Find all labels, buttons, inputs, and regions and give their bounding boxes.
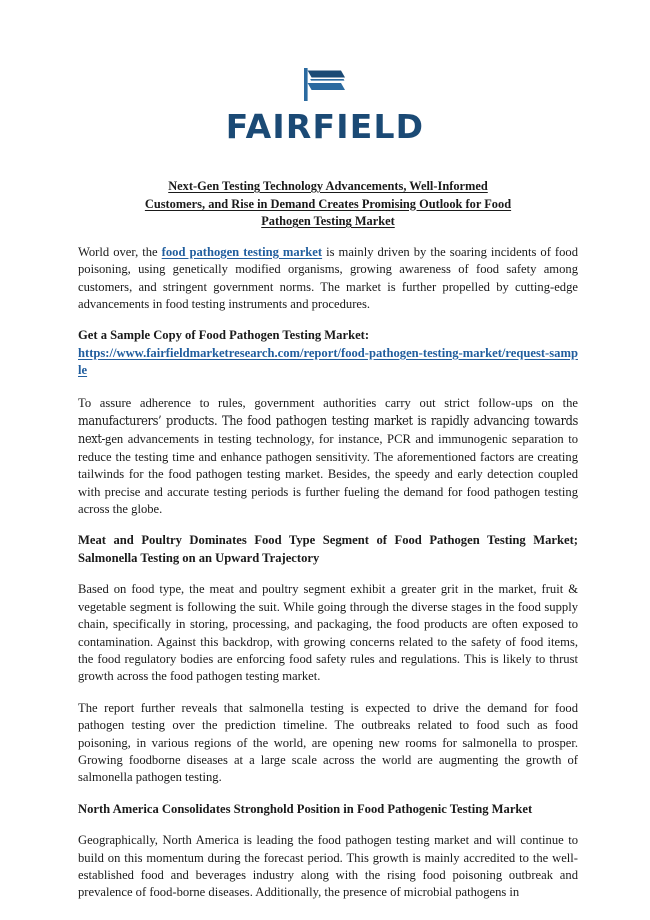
sample-copy-label: Get a Sample Copy of Food Pathogen Testing Market: (78, 328, 370, 343)
request-sample-link[interactable]: https://www.fairfieldmarketresearch.com/report/food-pathogen-testing-market/request-sample (78, 345, 578, 378)
intro-text-after-link: is mainly driven by the soaring incidents of food poisoning, using genetically modified organisms, growing awareness of food safety among customers, and stringent government norms. The market is further propelled by cutting-edge advancements in food testing instruments and procedures. (78, 244, 578, 311)
food-pathogen-testing-market-link[interactable]: food pathogen testing market (161, 244, 323, 259)
sample-copy-url-wrapper (78, 345, 578, 380)
regulation-paragraph (78, 395, 578, 519)
regulation-text-start: To assure adherence to rules, government authorities carry out strict follow-ups on the (78, 395, 578, 410)
north-america-paragraph: Geographically, North America is leading the food pathogen testing market and will continue to build on this momentum during the forecast period. This growth is mainly accredited to the well-established food and beverages industry along with the rising food poisoning outbreak and prevalence of food-borne diseases. Additionally, the presence of microbial pathogens in (78, 833, 578, 900)
brand-header (0, 0, 650, 146)
heading-meat-poultry: Meat and Poultry Dominates Food Type Segment of Food Pathogen Testing Market; Salmonella Testing on an Upward Trajectory (78, 533, 578, 565)
brand-wordmark: FAIRFIELD (225, 107, 425, 146)
heading-north-america: North America Consolidates Stronghold Position in Food Pathogenic Testing Market (78, 801, 533, 816)
intro-paragraph (78, 244, 578, 314)
document-content (78, 178, 578, 902)
food-type-paragraph: Based on food type, the meat and poultry segment exhibit a greater grit in the market, fruit & vegetable segment is following the suit. While going through the diverse stages in the food supply chain, specifically in storing, processing, and packaging, the food products are often exposed to contamination. Against this backdrop, with growing concerns related to the safety of food items, the food regulatory bodies are enforcing food safety rules and regulations. This is likely to thrust growth across the food pathogen testing market. (78, 582, 578, 684)
page-title-line-1: Next-Gen Testing Technology Advancements, Well-Informed (168, 179, 488, 193)
salmonella-paragraph: The report further reveals that salmonella testing is expected to drive the demand for food pathogen testing over the prediction timeline. The outbreaks related to food such as food poisoning, in various regions of the world, are opening new rooms for salmonella to prosper. Growing foodborne diseases at a large scale across the world are augmenting the growth of salmonella pathogen testing. (78, 700, 578, 785)
page-title (78, 178, 578, 231)
fairfield-flag-logo-icon (301, 62, 349, 104)
regulation-text-condensed: manufacturers’ products. The food pathogen testing market is rapidly advancing towards next- (78, 413, 578, 447)
page-title-line-2: Customers, and Rise in Demand Creates Promising Outlook for Food (144, 196, 512, 211)
page-title-line-3: Pathogen Testing Market (261, 214, 395, 229)
intro-text-before-link: World over, the (78, 244, 162, 259)
regulation-text-end: gen advancements in testing technology, for instance, PCR and immunogenic separation to reduce the testing time and enhance pathogen sensitivity. The aforementioned factors are creating tailwinds for the food pathogen testing market. Besides, the speedy and early detection coupled with precise and accurate testing periods is further fueling the demand for food pathogen testing across the globe. (78, 432, 578, 517)
